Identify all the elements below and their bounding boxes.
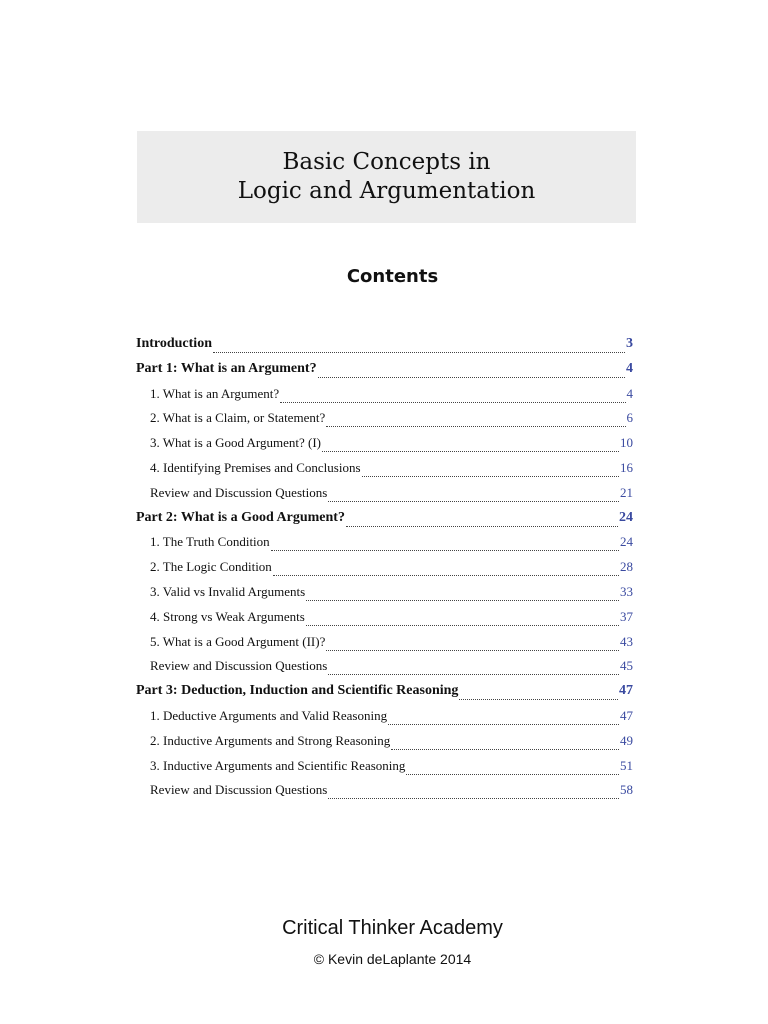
toc-part-entry[interactable] xyxy=(136,361,633,383)
toc-page-number: 21 xyxy=(620,484,633,500)
toc-page-number: 16 xyxy=(620,460,633,475)
toc-page-number: 33 xyxy=(620,584,633,599)
toc-entry-label: Review and Discussion Questions xyxy=(150,782,328,798)
toc-sub-entry[interactable] xyxy=(150,584,633,606)
toc-sub-entry[interactable] xyxy=(150,485,633,507)
toc-dot-leader xyxy=(362,476,619,477)
toc-sub-entry[interactable] xyxy=(150,634,633,656)
toc-dot-leader xyxy=(328,501,619,502)
toc-page-number: 4 xyxy=(626,385,633,401)
toc-entry-label: Review and Discussion Questions xyxy=(150,658,328,674)
toc-entry-label: Part 1: What is an Argument? xyxy=(136,360,317,376)
toc-dot-leader xyxy=(328,798,619,799)
toc-dot-leader xyxy=(273,575,619,576)
toc-entry-label: 2. What is a Claim, or Statement? xyxy=(150,410,326,426)
toc-dot-leader xyxy=(271,550,619,551)
toc-entry-label: Introduction xyxy=(136,336,212,351)
toc-entry-label: 2. The Logic Condition xyxy=(150,559,272,575)
toc-part-entry[interactable] xyxy=(136,510,633,532)
toc-dot-leader xyxy=(391,749,619,750)
toc-entry-label: Part 3: Deduction, Induction and Scientific Reasoning xyxy=(136,683,459,699)
toc-page-number: 58 xyxy=(620,782,633,798)
toc-page-number: 24 xyxy=(619,509,633,525)
toc-part-entry[interactable] xyxy=(136,683,633,705)
toc-entry-label: 4. Identifying Premises and Conclusions xyxy=(150,460,361,475)
toc-dot-leader xyxy=(459,699,618,700)
toc-page-number: 43 xyxy=(620,633,633,649)
contents-heading: Contents xyxy=(346,266,439,287)
footer-organization: Critical Thinker Academy xyxy=(282,917,503,939)
toc-dot-leader xyxy=(318,377,625,378)
toc-dot-leader xyxy=(406,774,619,775)
title-line-2: Logic and Argumentation xyxy=(237,178,536,204)
toc-page-number: 51 xyxy=(620,757,633,773)
toc-entry-label: 2. Inductive Arguments and Strong Reasoning xyxy=(150,732,391,748)
toc-dot-leader xyxy=(346,526,618,527)
toc-entry-label: 1. Deductive Arguments and Valid Reasoning xyxy=(150,708,388,723)
toc-page-number: 3 xyxy=(626,336,633,351)
title-box xyxy=(137,131,636,223)
toc-sub-entry[interactable] xyxy=(150,658,633,680)
toc-entry-label: Review and Discussion Questions xyxy=(150,484,328,500)
toc-entry-label: 3. Inductive Arguments and Scientific Reasoning xyxy=(150,757,406,773)
toc-page-number: 10 xyxy=(620,435,633,451)
toc-sub-entry[interactable] xyxy=(150,758,633,780)
toc-dot-leader xyxy=(326,650,619,651)
toc-sub-entry[interactable] xyxy=(150,782,633,804)
toc-dot-leader xyxy=(326,426,625,427)
toc-sub-entry[interactable] xyxy=(150,460,633,482)
toc-dot-leader xyxy=(322,451,619,452)
toc-dot-leader xyxy=(306,625,619,626)
toc-dot-leader xyxy=(280,402,625,403)
toc-page-number: 28 xyxy=(620,559,633,575)
toc-sub-entry[interactable] xyxy=(150,410,633,432)
toc-entry-label: 1. What is an Argument? xyxy=(150,385,280,401)
toc-dot-leader xyxy=(306,600,619,601)
toc-entry-label: 3. Valid vs Invalid Arguments xyxy=(150,584,306,599)
toc-entry-label: 4. Strong vs Weak Arguments xyxy=(150,608,305,624)
toc-sub-entry[interactable] xyxy=(150,708,633,730)
toc-sub-entry[interactable] xyxy=(150,733,633,755)
footer-copyright: © Kevin deLaplante 2014 xyxy=(313,951,472,967)
toc-page-number: 47 xyxy=(619,683,633,699)
title-line-1: Basic Concepts in xyxy=(282,149,491,175)
toc-part-entry[interactable] xyxy=(136,336,633,358)
toc-sub-entry[interactable] xyxy=(150,559,633,581)
toc-entry-label: 1. The Truth Condition xyxy=(150,534,270,550)
toc-sub-entry[interactable] xyxy=(150,386,633,408)
toc-sub-entry[interactable] xyxy=(150,435,633,457)
toc-entry-label: 5. What is a Good Argument (II)? xyxy=(150,633,326,649)
toc-dot-leader xyxy=(388,724,619,725)
toc-page-number: 37 xyxy=(620,608,633,624)
toc-page-number: 49 xyxy=(620,732,633,748)
toc-dot-leader xyxy=(328,674,619,675)
toc-page-number: 47 xyxy=(620,708,633,723)
toc-page-number: 24 xyxy=(620,534,633,550)
toc-entry-label: 3. What is a Good Argument? (I) xyxy=(150,435,322,451)
toc-entry-label: Part 2: What is a Good Argument? xyxy=(136,509,345,525)
toc-sub-entry[interactable] xyxy=(150,534,633,556)
toc-dot-leader xyxy=(213,352,625,353)
toc-page-number: 45 xyxy=(620,658,633,674)
toc-sub-entry[interactable] xyxy=(150,609,633,631)
toc-page-number: 6 xyxy=(626,410,633,426)
toc-page-number: 4 xyxy=(626,360,633,376)
